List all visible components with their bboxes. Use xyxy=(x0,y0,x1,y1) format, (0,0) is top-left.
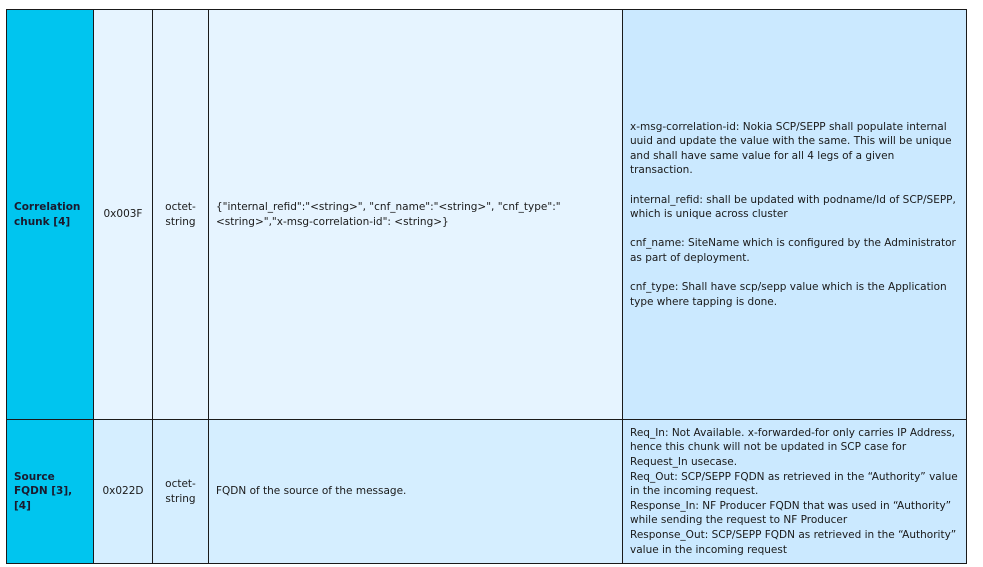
chunk-type-cell: octet-string xyxy=(153,10,209,420)
description-paragraph: internal_refid: shall be updated with podname/Id of SCP/SEPP, which is unique across cluster xyxy=(630,193,956,221)
chunk-format-cell: {"internal_refid":"<string>", "cnf_name":"<string>", "cnf_type":"<string>","x-msg-correlation-id": <string>} xyxy=(209,10,623,420)
chunk-description-cell xyxy=(623,10,967,420)
description-line: Req_In: Not Available. x-forwarded-for only carries IP Address, hence this chunk will not be updated in SCP case for Request_In usecase. xyxy=(630,426,956,469)
chunk-name-cell: Source FQDN [3], [4] xyxy=(7,420,94,564)
chunk-format-cell: FQDN of the source of the message. xyxy=(209,420,623,564)
chunk-description-cell xyxy=(623,420,967,564)
description-line: Response_In: NF Producer FQDN that was used in “Authority” while sending the request to NF Producer xyxy=(630,499,952,527)
chunk-code-cell: 0x022D xyxy=(94,420,153,564)
table-row-source-fqdn xyxy=(7,420,967,564)
chunk-code-cell: 0x003F xyxy=(94,10,153,420)
description-paragraph: cnf_type: Shall have scp/sepp value which is the Application type where tapping is done. xyxy=(630,281,947,308)
specification-table xyxy=(6,9,967,564)
description-paragraph: cnf_name: SiteName which is configured by the Administrator as part of deployment. xyxy=(630,237,956,264)
description-line: Req_Out: SCP/SEPP FQDN as retrieved in the “Authority” value in the incoming request. xyxy=(630,470,958,498)
description-paragraph: x-msg-correlation-id: Nokia SCP/SEPP shall populate internal uuid and update the value with the same. This will be unique and shall have same value for all 4 legs of a given transaction. xyxy=(630,120,952,177)
chunk-type-cell: octet-string xyxy=(153,420,209,564)
description-line: Response_Out: SCP/SEPP FQDN as retrieved in the “Authority” value in the incoming request xyxy=(630,528,957,556)
chunk-name-cell: Correlation chunk [4] xyxy=(7,10,94,420)
table-row-correlation-chunk xyxy=(7,10,967,420)
